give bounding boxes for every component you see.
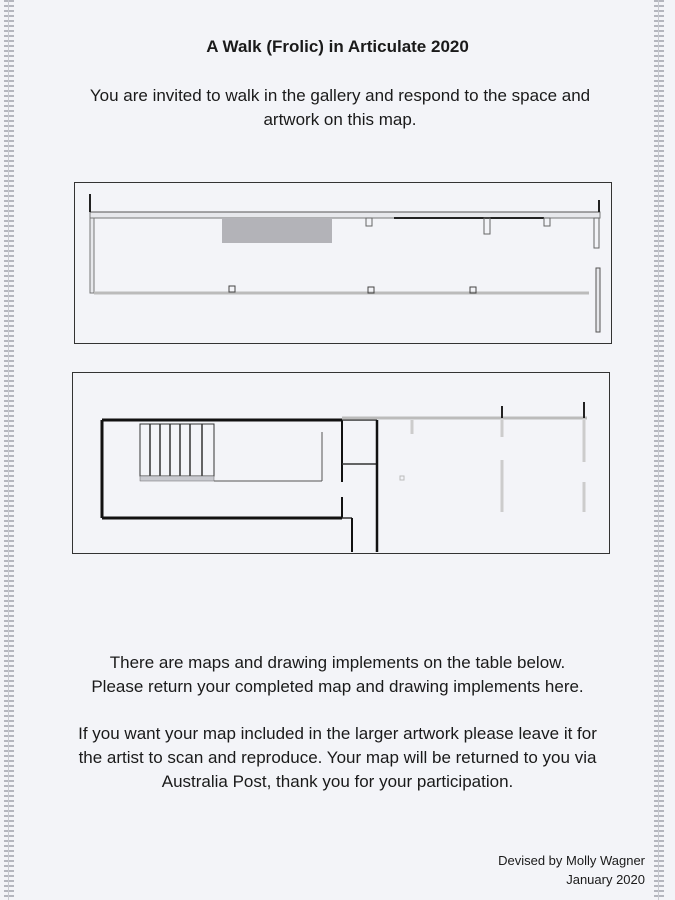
date-line: January 2020 [566,872,645,887]
participation-line: If you want your map included in the larger artwork please leave it for [78,724,597,743]
credits-block [400,851,645,889]
intro-line: You are invited to walk in the gallery and respond to the space and [89,86,591,105]
decorative-border-left [4,0,14,900]
participation-line: the artist to scan and reproduce. Your map will be returned to you via [78,748,597,767]
instructions-text [30,651,645,699]
intro-line: artwork on this map. [263,110,417,129]
gallery-map-upper [74,182,612,344]
instructions-line: There are maps and drawing implements on the table below. [109,653,566,672]
participation-line: Australia Post, thank you for your participation. [161,772,514,791]
credit-line: Devised by Molly Wagner [498,853,645,868]
document-title: A Walk (Frolic) in Articulate 2020 [206,37,469,56]
participation-text [24,722,651,794]
instructions-line: Please return your completed map and drawing implements here. [91,677,584,696]
intro-text [40,84,640,132]
decorative-border-right [654,0,664,900]
gallery-map-lower [72,372,610,554]
